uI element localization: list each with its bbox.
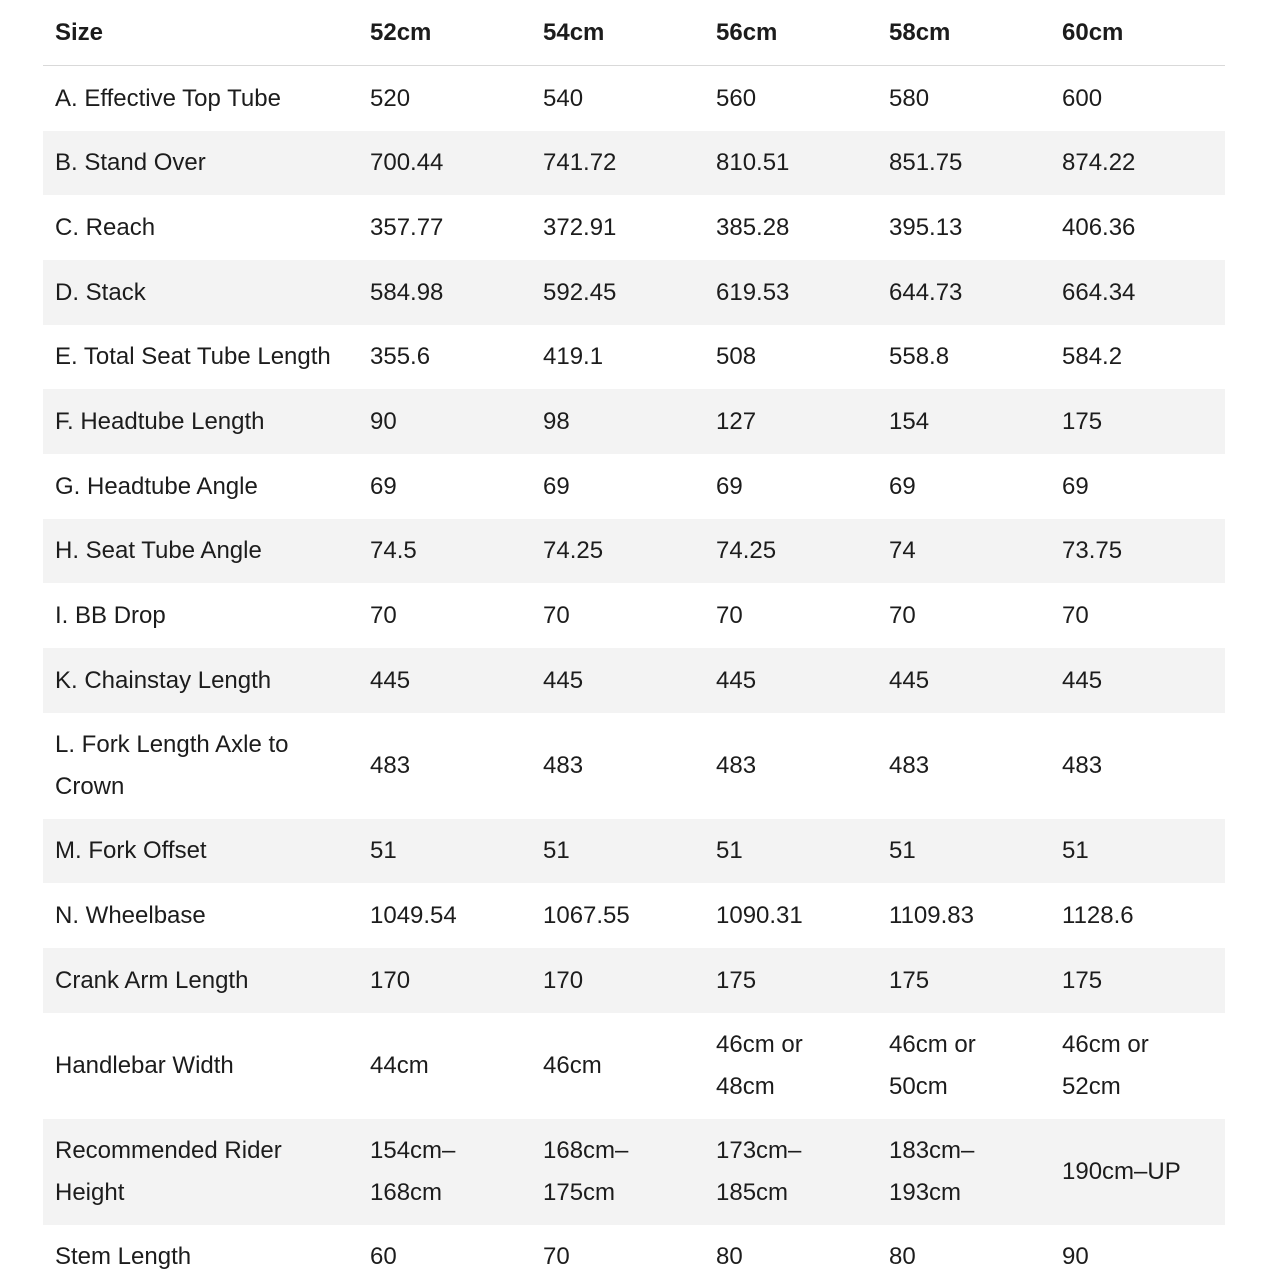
size-corner-header: Size (43, 0, 360, 66)
spec-value-text: 69 (543, 472, 570, 500)
spec-value (879, 454, 1052, 519)
spec-value (706, 648, 879, 713)
spec-value (706, 195, 879, 260)
spec-row-chainstay-length (43, 648, 1225, 713)
spec-value (360, 519, 533, 584)
spec-value (360, 1119, 533, 1225)
spec-label-text: A. Effective Top Tube (55, 84, 281, 112)
spec-value-text: 700.44 (370, 149, 444, 177)
spec-label-text: Recommended Rider Height (55, 1136, 282, 1206)
spec-label (43, 1119, 360, 1225)
spec-label (43, 195, 360, 260)
spec-value-text: 445 (716, 666, 757, 694)
spec-value-text: 395.13 (889, 213, 963, 241)
spec-label-text: B. Stand Over (55, 149, 206, 177)
spec-label-text: Handlebar Width (55, 1051, 234, 1079)
spec-value (360, 325, 533, 390)
spec-row-stem-length (43, 1225, 1225, 1280)
spec-value-text: 558.8 (889, 343, 950, 371)
spec-value-text: 175 (1062, 966, 1103, 994)
spec-label-text: N. Wheelbase (55, 901, 206, 929)
spec-value (879, 66, 1052, 131)
spec-value (1052, 195, 1225, 260)
spec-value-text: 372.91 (543, 213, 617, 241)
spec-value (879, 1225, 1052, 1280)
spec-value (360, 66, 533, 131)
spec-value-text: 741.72 (543, 149, 617, 177)
spec-value-text: 51 (370, 837, 397, 865)
spec-value-text: 69 (370, 472, 397, 500)
spec-value-text: 385.28 (716, 213, 790, 241)
spec-value-text: 46cm (543, 1051, 602, 1079)
spec-label-text: D. Stack (55, 278, 146, 306)
spec-label (43, 1225, 360, 1280)
spec-label (43, 583, 360, 648)
spec-value-text: 664.34 (1062, 278, 1136, 306)
spec-value (879, 819, 1052, 884)
spec-value (360, 713, 533, 819)
spec-value-text: 74.25 (716, 537, 777, 565)
spec-row-effective-top-tube (43, 66, 1225, 131)
spec-value-text: 70 (716, 601, 743, 629)
spec-value-text: 592.45 (543, 278, 617, 306)
spec-value-text: 1090.31 (716, 901, 803, 929)
spec-label-text: L. Fork Length Axle to Crown (55, 730, 289, 800)
spec-value-text: 584.98 (370, 278, 444, 306)
size-column-header-52cm: 52cm (360, 0, 533, 66)
spec-value-text: 170 (370, 966, 411, 994)
spec-label (43, 648, 360, 713)
spec-value (879, 1013, 1052, 1119)
spec-value-text: 1109.83 (889, 901, 974, 929)
spec-value (533, 1225, 706, 1280)
size-column-header-60cm: 60cm (1052, 0, 1225, 66)
spec-value-text: 419.1 (543, 343, 604, 371)
spec-value (706, 713, 879, 819)
spec-value-text: 445 (370, 666, 411, 694)
spec-value-text: 170 (543, 966, 584, 994)
spec-value (706, 1119, 879, 1225)
spec-value (360, 1225, 533, 1280)
spec-value (706, 583, 879, 648)
spec-label (43, 883, 360, 948)
spec-value (706, 454, 879, 519)
spec-value (706, 131, 879, 196)
spec-value (1052, 519, 1225, 584)
spec-value-text: 80 (716, 1243, 743, 1271)
spec-value-text: 69 (1062, 472, 1089, 500)
spec-label-text: C. Reach (55, 213, 156, 241)
spec-value-text: 69 (889, 472, 916, 500)
spec-value (879, 389, 1052, 454)
spec-value-text: 70 (543, 601, 570, 629)
spec-value-text: 154 (889, 407, 930, 435)
spec-value-text: 46cm or 52cm (1062, 1030, 1149, 1100)
spec-value (533, 66, 706, 131)
spec-value (1052, 389, 1225, 454)
spec-value-text: 175 (1062, 407, 1103, 435)
spec-value-text: 540 (543, 84, 584, 112)
spec-row-stack (43, 260, 1225, 325)
spec-value-text: 44cm (370, 1051, 429, 1079)
spec-value-text: 619.53 (716, 278, 790, 306)
spec-value-text: 851.75 (889, 149, 963, 177)
spec-value-text: 51 (889, 837, 916, 865)
spec-value-text: 1067.55 (543, 901, 630, 929)
spec-value-text: 810.51 (716, 149, 790, 177)
spec-value (1052, 713, 1225, 819)
spec-value (533, 325, 706, 390)
spec-value (1052, 948, 1225, 1013)
spec-value (706, 389, 879, 454)
spec-value-text: 445 (889, 666, 930, 694)
spec-value (1052, 454, 1225, 519)
spec-label (43, 948, 360, 1013)
spec-label (43, 389, 360, 454)
spec-row-recommended-rider-height (43, 1119, 1225, 1225)
spec-label (43, 519, 360, 584)
spec-value-text: 357.77 (370, 213, 444, 241)
spec-value (1052, 66, 1225, 131)
spec-value (879, 131, 1052, 196)
spec-value-text: 60 (370, 1243, 397, 1271)
spec-label (43, 131, 360, 196)
spec-value (360, 389, 533, 454)
spec-value (706, 325, 879, 390)
spec-value-text: 70 (1062, 601, 1089, 629)
spec-value (533, 454, 706, 519)
spec-value (360, 195, 533, 260)
spec-value (1052, 260, 1225, 325)
spec-value (360, 454, 533, 519)
spec-value-text: 445 (543, 666, 584, 694)
spec-value-text: 508 (716, 343, 757, 371)
spec-value (533, 195, 706, 260)
spec-value-text: 70 (370, 601, 397, 629)
geometry-table (43, 0, 1225, 1280)
spec-value (879, 648, 1052, 713)
spec-row-reach (43, 195, 1225, 260)
spec-label-text: H. Seat Tube Angle (55, 537, 262, 565)
spec-value (879, 519, 1052, 584)
spec-value (533, 1119, 706, 1225)
spec-value-text: 355.6 (370, 343, 431, 371)
spec-row-total-seat-tube-length (43, 325, 1225, 390)
spec-value-text: 51 (716, 837, 743, 865)
spec-value (533, 389, 706, 454)
spec-value (360, 883, 533, 948)
spec-value (533, 260, 706, 325)
spec-label (43, 819, 360, 884)
spec-value-text: 46cm or 50cm (889, 1030, 976, 1100)
spec-row-seat-tube-angle (43, 519, 1225, 584)
spec-value (360, 948, 533, 1013)
spec-value (533, 519, 706, 584)
spec-value (1052, 1013, 1225, 1119)
spec-value-text: 51 (543, 837, 570, 865)
spec-value (1052, 1119, 1225, 1225)
spec-value (706, 948, 879, 1013)
spec-value-text: 483 (889, 751, 930, 779)
spec-value (879, 260, 1052, 325)
spec-row-bb-drop (43, 583, 1225, 648)
size-column-header-54cm: 54cm (533, 0, 706, 66)
spec-value (533, 583, 706, 648)
spec-value-text: 70 (543, 1243, 570, 1271)
spec-value-text: 98 (543, 407, 570, 435)
spec-value (706, 260, 879, 325)
spec-row-headtube-angle (43, 454, 1225, 519)
spec-value-text: 560 (716, 84, 757, 112)
table-body (43, 66, 1225, 1280)
spec-value-text: 70 (889, 601, 916, 629)
spec-value (706, 1013, 879, 1119)
spec-label-text: G. Headtube Angle (55, 472, 258, 500)
spec-value (533, 648, 706, 713)
spec-label (43, 260, 360, 325)
spec-label-text: I. BB Drop (55, 601, 166, 629)
spec-value (360, 583, 533, 648)
spec-value (533, 948, 706, 1013)
spec-value (533, 131, 706, 196)
spec-value-text: 644.73 (889, 278, 963, 306)
spec-label (43, 1013, 360, 1119)
spec-value-text: 127 (716, 407, 757, 435)
spec-value (706, 819, 879, 884)
spec-value-text: 580 (889, 84, 930, 112)
spec-row-fork-offset (43, 819, 1225, 884)
spec-value-text: 406.36 (1062, 213, 1136, 241)
spec-value (706, 519, 879, 584)
spec-value-text: 80 (889, 1243, 916, 1271)
spec-value-text: 483 (1062, 751, 1103, 779)
spec-row-crank-arm-length (43, 948, 1225, 1013)
header-row (43, 0, 1225, 66)
spec-label-text: F. Headtube Length (55, 407, 265, 435)
spec-value-text: 46cm or 48cm (716, 1030, 803, 1100)
spec-row-handlebar-width (43, 1013, 1225, 1119)
spec-value (706, 66, 879, 131)
spec-value-text: 520 (370, 84, 411, 112)
spec-value (533, 713, 706, 819)
spec-label-text: E. Total Seat Tube Length (55, 343, 331, 371)
spec-value-text: 483 (543, 751, 584, 779)
spec-value-text: 173cm–185cm (716, 1136, 802, 1206)
spec-value-text: 600 (1062, 84, 1103, 112)
spec-value (533, 819, 706, 884)
spec-row-stand-over (43, 131, 1225, 196)
spec-value (879, 948, 1052, 1013)
spec-value-text: 1128.6 (1062, 901, 1134, 929)
spec-value (533, 883, 706, 948)
spec-value (360, 260, 533, 325)
spec-value (1052, 1225, 1225, 1280)
spec-value-text: 584.2 (1062, 343, 1123, 371)
spec-value-text: 74.5 (370, 537, 417, 565)
spec-value (1052, 131, 1225, 196)
spec-value (533, 1013, 706, 1119)
spec-value-text: 190cm–UP (1062, 1157, 1181, 1185)
spec-value (706, 1225, 879, 1280)
spec-row-headtube-length (43, 389, 1225, 454)
spec-value (879, 883, 1052, 948)
spec-label (43, 325, 360, 390)
spec-label (43, 66, 360, 131)
spec-value-text: 168cm–175cm (543, 1136, 629, 1206)
spec-value-text: 74.25 (543, 537, 604, 565)
spec-value-text: 483 (370, 751, 411, 779)
size-column-header-58cm: 58cm (879, 0, 1052, 66)
spec-value-text: 90 (1062, 1243, 1089, 1271)
table-header (43, 0, 1225, 66)
spec-value-text: 175 (716, 966, 757, 994)
spec-value-text: 154cm–168cm (370, 1136, 456, 1206)
spec-value (360, 819, 533, 884)
spec-value (1052, 648, 1225, 713)
spec-row-wheelbase (43, 883, 1225, 948)
spec-value-text: 1049.54 (370, 901, 457, 929)
spec-value-text: 483 (716, 751, 757, 779)
spec-value (879, 1119, 1052, 1225)
spec-value-text: 175 (889, 966, 930, 994)
spec-value-text: 874.22 (1062, 149, 1136, 177)
spec-value (360, 131, 533, 196)
spec-value (360, 648, 533, 713)
spec-value (360, 1013, 533, 1119)
spec-value-text: 183cm–193cm (889, 1136, 975, 1206)
spec-label-text: M. Fork Offset (55, 837, 207, 865)
spec-label-text: K. Chainstay Length (55, 666, 272, 694)
spec-label-text: Crank Arm Length (55, 966, 249, 994)
spec-value-text: 73.75 (1062, 537, 1123, 565)
spec-value (879, 195, 1052, 260)
size-column-header-56cm: 56cm (706, 0, 879, 66)
spec-value-text: 74 (889, 537, 916, 565)
spec-value (879, 325, 1052, 390)
spec-value (1052, 325, 1225, 390)
spec-label-text: Stem Length (55, 1243, 192, 1271)
spec-value-text: 445 (1062, 666, 1103, 694)
spec-value (706, 883, 879, 948)
spec-value (879, 583, 1052, 648)
spec-value-text: 90 (370, 407, 397, 435)
spec-value-text: 51 (1062, 837, 1089, 865)
spec-row-fork-length-axle-to-crown (43, 713, 1225, 819)
spec-value-text: 69 (716, 472, 743, 500)
spec-value (879, 713, 1052, 819)
spec-value (1052, 819, 1225, 884)
spec-value (1052, 583, 1225, 648)
spec-label (43, 454, 360, 519)
spec-value (1052, 883, 1225, 948)
spec-label (43, 713, 360, 819)
